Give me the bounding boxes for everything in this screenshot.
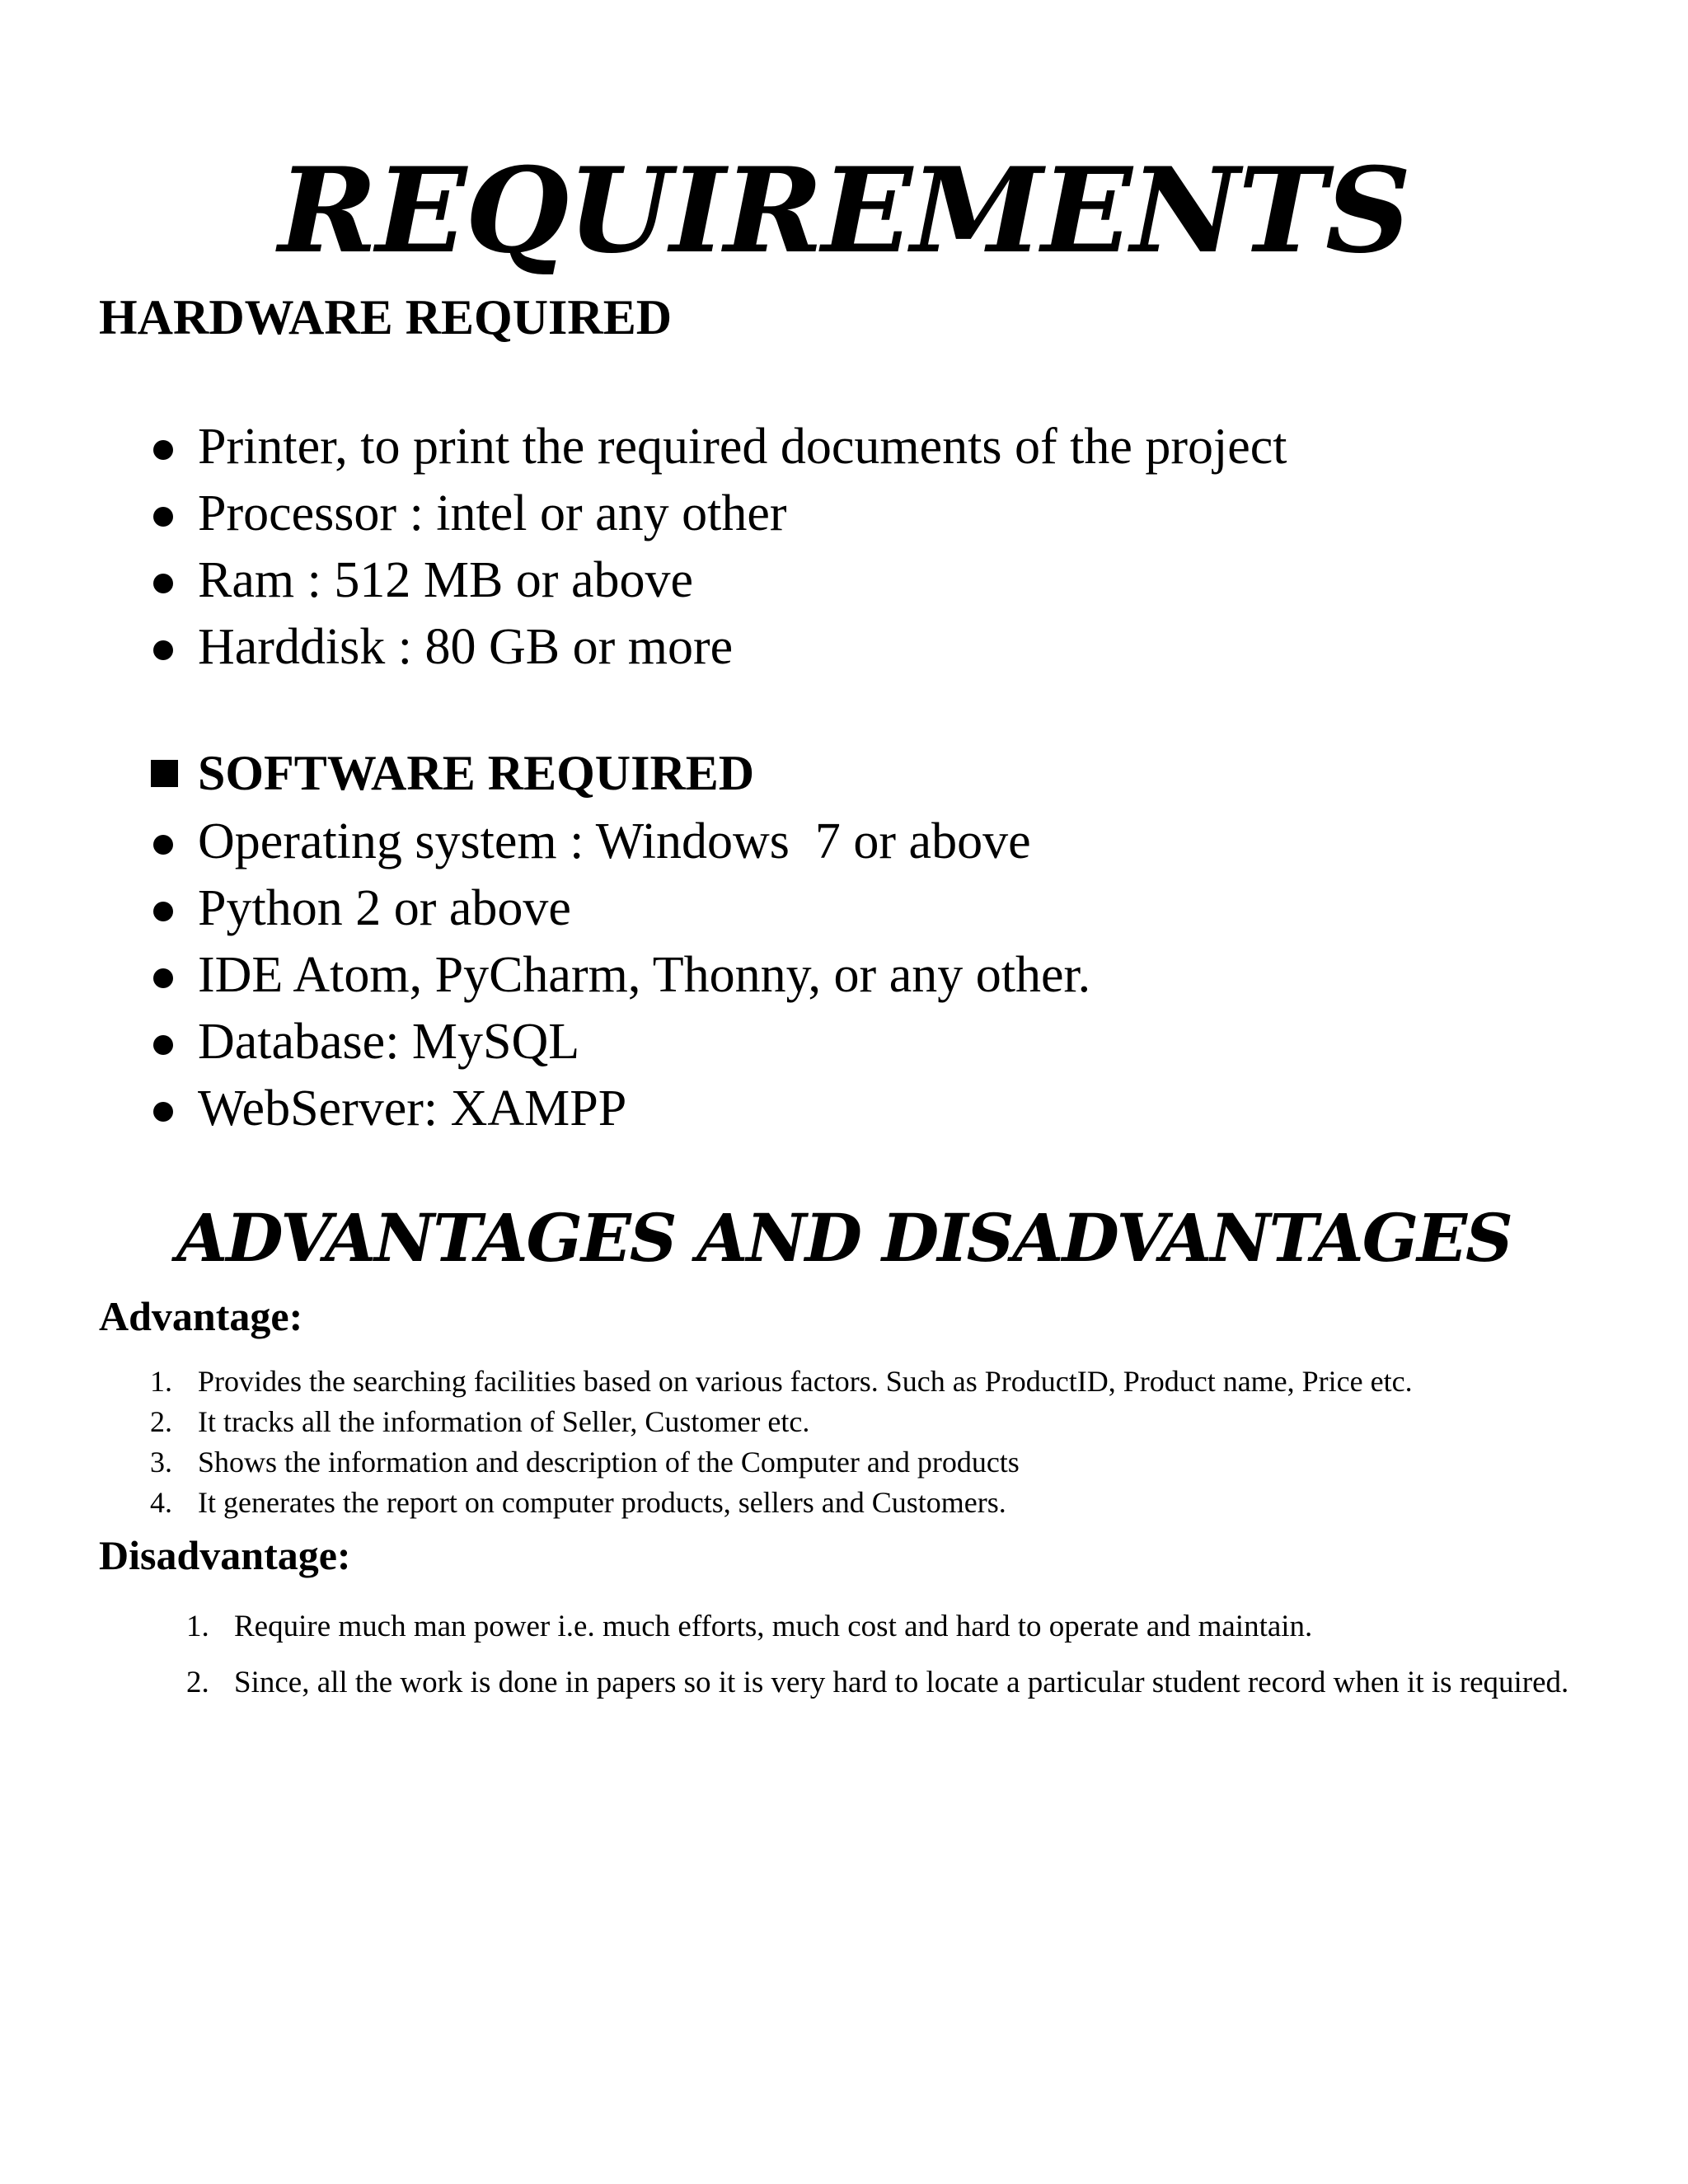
list-item (153, 942, 1090, 1009)
bullet-icon (153, 440, 173, 460)
list-item (153, 480, 1287, 547)
list-item-text: Ram : 512 MB or above (198, 552, 693, 608)
list-item-text: It tracks all the information of Seller, Customer etc. (198, 1405, 810, 1438)
advantages-title: ADVANTAGES AND DISADVANTAGES (176, 1199, 1512, 1277)
software-list (153, 808, 1090, 1142)
list-item-text: Since, all the work is done in papers so it is very hard to locate a particular student record when it is required. (234, 1666, 1569, 1699)
list-item-text: Database: MySQL (198, 1014, 580, 1070)
list-item-text: WebServer: XAMPP (198, 1080, 627, 1137)
disadvantage-heading: Disadvantage: (99, 1532, 351, 1578)
list-item-text: Processor : intel or any other (198, 485, 787, 541)
advantage-heading: Advantage: (99, 1293, 303, 1339)
list-item-text: Printer, to print the required documents of the project (198, 419, 1287, 475)
disadvantage-list (186, 1599, 1586, 1711)
bullet-icon (153, 835, 173, 855)
list-item (153, 414, 1287, 480)
list-item-text: Operating system : Windows 7 or above (198, 813, 1031, 869)
list-item (153, 547, 1287, 614)
list-item-text: It generates the report on computer products, sellers and Customers. (198, 1486, 1006, 1519)
software-heading (153, 748, 754, 798)
bullet-icon (153, 640, 173, 660)
list-item (186, 1655, 1586, 1711)
list-item-text: Harddisk : 80 GB or more (198, 619, 734, 675)
bullet-icon (153, 507, 173, 527)
list-item-number: 3. (150, 1446, 172, 1479)
software-heading-text: SOFTWARE REQUIRED (198, 746, 755, 800)
bullet-icon (153, 1035, 173, 1055)
bullet-icon (153, 1102, 173, 1122)
list-item-text: Python 2 or above (198, 880, 571, 936)
list-item-number: 1. (150, 1365, 172, 1398)
list-item-number: 2. (150, 1405, 172, 1438)
list-item (150, 1483, 1413, 1523)
list-item-text: Provides the searching facilities based on various factors. Such as ProductID, Product name, Price etc. (198, 1365, 1413, 1398)
list-item (153, 1076, 1090, 1142)
square-bullet-icon (151, 760, 178, 787)
bullet-icon (153, 574, 173, 593)
hardware-list (153, 414, 1287, 681)
hardware-heading: HARDWARE REQUIRED (99, 290, 673, 344)
list-item-number: 1. (186, 1610, 209, 1643)
bullet-icon (153, 968, 173, 988)
list-item (153, 808, 1090, 875)
list-item-text: IDE Atom, PyCharm, Thonny, or any other. (198, 947, 1091, 1003)
list-item-number: 2. (186, 1666, 209, 1699)
bullet-icon (153, 902, 173, 921)
list-item (150, 1361, 1413, 1402)
list-item (153, 1009, 1090, 1076)
list-item (153, 614, 1287, 681)
list-item (150, 1442, 1413, 1483)
page-title: REQUIREMENTS (278, 143, 1410, 279)
list-item-number: 4. (150, 1486, 172, 1519)
list-item (153, 875, 1090, 942)
list-item-text: Require much man power i.e. much efforts, much cost and hard to operate and maintain. (234, 1610, 1313, 1643)
list-item (186, 1599, 1586, 1655)
list-item (150, 1402, 1413, 1442)
list-item-text: Shows the information and description of the Computer and products (198, 1446, 1020, 1479)
advantage-list (150, 1361, 1413, 1523)
